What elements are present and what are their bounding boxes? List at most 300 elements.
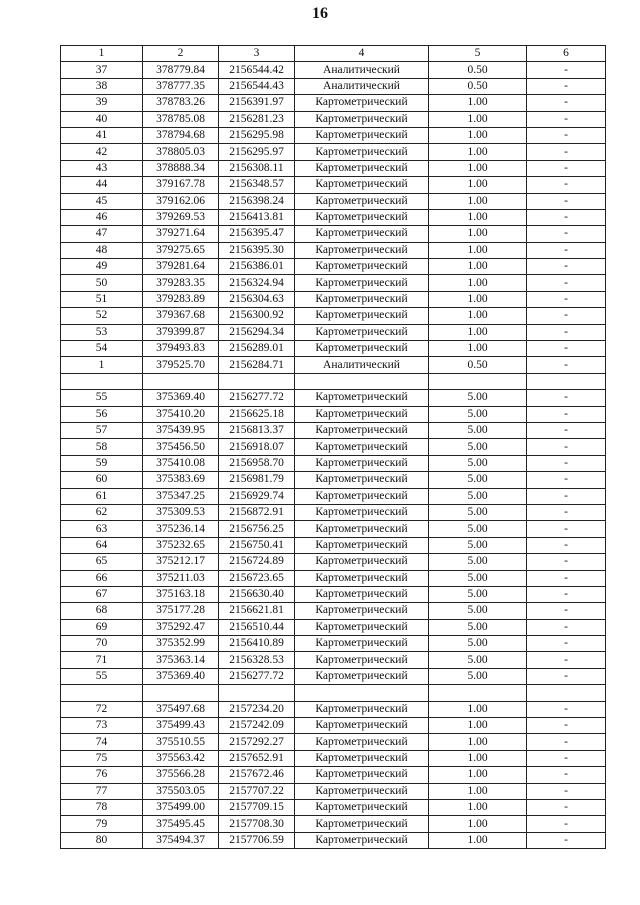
note-cell: - — [527, 291, 606, 307]
accuracy-cell: 1.00 — [429, 160, 527, 176]
point-number-cell: 40 — [61, 111, 143, 127]
method-cell: Картометрический — [295, 488, 429, 504]
method-cell: Картометрический — [295, 554, 429, 570]
point-number-cell: 59 — [61, 455, 143, 471]
accuracy-cell: 1.00 — [429, 783, 527, 799]
note-cell: - — [527, 767, 606, 783]
accuracy-cell: 5.00 — [429, 537, 527, 553]
x-coordinate-cell: 379525.70 — [143, 357, 219, 373]
note-cell — [527, 685, 606, 701]
accuracy-cell: 5.00 — [429, 603, 527, 619]
note-cell: - — [527, 472, 606, 488]
point-number-cell — [61, 373, 143, 389]
y-coordinate-cell: 2156386.01 — [219, 259, 295, 275]
point-number-cell: 64 — [61, 537, 143, 553]
point-number-cell: 1 — [61, 357, 143, 373]
x-coordinate-cell: 375309.53 — [143, 504, 219, 520]
note-cell: - — [527, 341, 606, 357]
accuracy-cell: 1.00 — [429, 242, 527, 258]
x-coordinate-cell: 375232.65 — [143, 537, 219, 553]
method-cell: Картометрический — [295, 718, 429, 734]
x-coordinate-cell: 375439.95 — [143, 422, 219, 438]
accuracy-cell: 0.50 — [429, 78, 527, 94]
point-number-cell: 77 — [61, 783, 143, 799]
point-number-cell: 57 — [61, 422, 143, 438]
table-row — [61, 488, 606, 504]
accuracy-cell: 1.00 — [429, 144, 527, 160]
method-cell: Картометрический — [295, 160, 429, 176]
column-header: 1 — [61, 46, 143, 62]
table-row — [61, 668, 606, 684]
method-cell: Картометрический — [295, 783, 429, 799]
accuracy-cell: 5.00 — [429, 636, 527, 652]
note-cell: - — [527, 570, 606, 586]
accuracy-cell: 5.00 — [429, 439, 527, 455]
accuracy-cell: 5.00 — [429, 554, 527, 570]
note-cell: - — [527, 586, 606, 602]
table-row — [61, 78, 606, 94]
point-number-cell: 61 — [61, 488, 143, 504]
table-row — [61, 586, 606, 602]
table-row — [61, 685, 606, 701]
method-cell: Картометрический — [295, 341, 429, 357]
note-cell: - — [527, 111, 606, 127]
method-cell: Картометрический — [295, 177, 429, 193]
x-coordinate-cell: 375177.28 — [143, 603, 219, 619]
accuracy-cell: 1.00 — [429, 111, 527, 127]
method-cell: Картометрический — [295, 636, 429, 652]
note-cell: - — [527, 554, 606, 570]
method-cell: Картометрический — [295, 406, 429, 422]
table-row — [61, 783, 606, 799]
table-row — [61, 95, 606, 111]
table-row — [61, 750, 606, 766]
point-number-cell: 63 — [61, 521, 143, 537]
y-coordinate-cell: 2156304.63 — [219, 291, 295, 307]
x-coordinate-cell: 379275.65 — [143, 242, 219, 258]
x-coordinate-cell: 378794.68 — [143, 127, 219, 143]
method-cell: Картометрический — [295, 439, 429, 455]
table-row — [61, 291, 606, 307]
x-coordinate-cell: 375369.40 — [143, 668, 219, 684]
method-cell: Картометрический — [295, 521, 429, 537]
method-cell: Картометрический — [295, 226, 429, 242]
method-cell: Картометрический — [295, 767, 429, 783]
accuracy-cell: 5.00 — [429, 472, 527, 488]
note-cell: - — [527, 816, 606, 832]
column-header: 3 — [219, 46, 295, 62]
y-coordinate-cell: 2157242.09 — [219, 718, 295, 734]
table-row — [61, 275, 606, 291]
accuracy-cell: 1.00 — [429, 816, 527, 832]
x-coordinate-cell: 375494.37 — [143, 832, 219, 848]
method-cell: Картометрический — [295, 586, 429, 602]
method-cell — [295, 685, 429, 701]
table-row — [61, 226, 606, 242]
method-cell: Аналитический — [295, 62, 429, 78]
y-coordinate-cell: 2156294.34 — [219, 324, 295, 340]
y-coordinate-cell: 2156300.92 — [219, 308, 295, 324]
point-number-cell: 80 — [61, 832, 143, 848]
point-number-cell: 69 — [61, 619, 143, 635]
x-coordinate-cell: 375363.14 — [143, 652, 219, 668]
note-cell: - — [527, 619, 606, 635]
method-cell: Картометрический — [295, 95, 429, 111]
method-cell: Аналитический — [295, 78, 429, 94]
note-cell: - — [527, 668, 606, 684]
point-number-cell: 66 — [61, 570, 143, 586]
table-row — [61, 472, 606, 488]
accuracy-cell: 5.00 — [429, 668, 527, 684]
note-cell: - — [527, 259, 606, 275]
note-cell: - — [527, 193, 606, 209]
table-row — [61, 799, 606, 815]
y-coordinate-cell: 2156328.53 — [219, 652, 295, 668]
x-coordinate-cell: 375499.00 — [143, 799, 219, 815]
y-coordinate-cell: 2156510.44 — [219, 619, 295, 635]
y-coordinate-cell: 2156625.18 — [219, 406, 295, 422]
accuracy-cell: 1.00 — [429, 209, 527, 225]
table-row — [61, 160, 606, 176]
y-coordinate-cell: 2157706.59 — [219, 832, 295, 848]
point-number-cell: 76 — [61, 767, 143, 783]
y-coordinate-cell: 2157708.30 — [219, 816, 295, 832]
method-cell: Картометрический — [295, 816, 429, 832]
method-cell: Картометрический — [295, 652, 429, 668]
y-coordinate-cell: 2156723.65 — [219, 570, 295, 586]
method-cell: Картометрический — [295, 390, 429, 406]
method-cell: Картометрический — [295, 619, 429, 635]
note-cell: - — [527, 406, 606, 422]
x-coordinate-cell: 375503.05 — [143, 783, 219, 799]
table-row — [61, 341, 606, 357]
table-row — [61, 177, 606, 193]
note-cell: - — [527, 127, 606, 143]
accuracy-cell: 1.00 — [429, 275, 527, 291]
accuracy-cell: 1.00 — [429, 324, 527, 340]
method-cell: Картометрический — [295, 127, 429, 143]
point-number-cell: 51 — [61, 291, 143, 307]
point-number-cell: 68 — [61, 603, 143, 619]
table-row — [61, 504, 606, 520]
accuracy-cell: 0.50 — [429, 62, 527, 78]
table-row — [61, 652, 606, 668]
accuracy-cell — [429, 685, 527, 701]
y-coordinate-cell: 2156981.79 — [219, 472, 295, 488]
note-cell: - — [527, 488, 606, 504]
y-coordinate-cell: 2157234.20 — [219, 701, 295, 717]
x-coordinate-cell: 375456.50 — [143, 439, 219, 455]
point-number-cell: 38 — [61, 78, 143, 94]
y-coordinate-cell: 2156395.30 — [219, 242, 295, 258]
accuracy-cell: 5.00 — [429, 488, 527, 504]
table-row — [61, 373, 606, 389]
accuracy-cell: 1.00 — [429, 127, 527, 143]
y-coordinate-cell: 2156277.72 — [219, 668, 295, 684]
y-coordinate-cell: 2156621.81 — [219, 603, 295, 619]
method-cell: Картометрический — [295, 734, 429, 750]
x-coordinate-cell — [143, 373, 219, 389]
table-row — [61, 603, 606, 619]
y-coordinate-cell: 2156929.74 — [219, 488, 295, 504]
method-cell: Картометрический — [295, 668, 429, 684]
x-coordinate-cell: 379162.06 — [143, 193, 219, 209]
y-coordinate-cell: 2156308.11 — [219, 160, 295, 176]
method-cell: Картометрический — [295, 291, 429, 307]
x-coordinate-cell: 375410.08 — [143, 455, 219, 471]
point-number-cell: 53 — [61, 324, 143, 340]
x-coordinate-cell: 379269.53 — [143, 209, 219, 225]
point-number-cell: 67 — [61, 586, 143, 602]
note-cell: - — [527, 357, 606, 373]
accuracy-cell: 0.50 — [429, 357, 527, 373]
note-cell: - — [527, 636, 606, 652]
accuracy-cell: 5.00 — [429, 406, 527, 422]
table-row — [61, 439, 606, 455]
x-coordinate-cell: 379493.83 — [143, 341, 219, 357]
column-header: 4 — [295, 46, 429, 62]
accuracy-cell: 1.00 — [429, 308, 527, 324]
y-coordinate-cell: 2156813.37 — [219, 422, 295, 438]
accuracy-cell: 5.00 — [429, 504, 527, 520]
table-row — [61, 193, 606, 209]
note-cell: - — [527, 242, 606, 258]
accuracy-cell: 1.00 — [429, 291, 527, 307]
table-row — [61, 242, 606, 258]
note-cell: - — [527, 209, 606, 225]
table-row — [61, 636, 606, 652]
x-coordinate-cell: 375236.14 — [143, 521, 219, 537]
y-coordinate-cell: 2156391.97 — [219, 95, 295, 111]
column-header: 2 — [143, 46, 219, 62]
x-coordinate-cell: 379271.64 — [143, 226, 219, 242]
y-coordinate-cell: 2157672.46 — [219, 767, 295, 783]
table-row — [61, 422, 606, 438]
y-coordinate-cell: 2156958.70 — [219, 455, 295, 471]
point-number-cell: 52 — [61, 308, 143, 324]
table-row — [61, 111, 606, 127]
point-number-cell: 70 — [61, 636, 143, 652]
table-row — [61, 718, 606, 734]
accuracy-cell: 1.00 — [429, 750, 527, 766]
y-coordinate-cell: 2156544.42 — [219, 62, 295, 78]
note-cell: - — [527, 422, 606, 438]
y-coordinate-cell: 2156281.23 — [219, 111, 295, 127]
y-coordinate-cell: 2156284.71 — [219, 357, 295, 373]
note-cell: - — [527, 226, 606, 242]
table-row — [61, 767, 606, 783]
note-cell: - — [527, 750, 606, 766]
table-row — [61, 832, 606, 848]
note-cell: - — [527, 390, 606, 406]
note-cell: - — [527, 62, 606, 78]
table-row — [61, 570, 606, 586]
x-coordinate-cell: 375292.47 — [143, 619, 219, 635]
method-cell: Картометрический — [295, 242, 429, 258]
x-coordinate-cell: 375499.43 — [143, 718, 219, 734]
point-number-cell: 48 — [61, 242, 143, 258]
note-cell: - — [527, 521, 606, 537]
table-row — [61, 619, 606, 635]
table-row — [61, 259, 606, 275]
method-cell: Картометрический — [295, 144, 429, 160]
accuracy-cell — [429, 373, 527, 389]
point-number-cell: 72 — [61, 701, 143, 717]
point-number-cell: 46 — [61, 209, 143, 225]
point-number-cell: 60 — [61, 472, 143, 488]
accuracy-cell: 5.00 — [429, 570, 527, 586]
y-coordinate-cell: 2156295.98 — [219, 127, 295, 143]
point-number-cell: 43 — [61, 160, 143, 176]
x-coordinate-cell: 375563.42 — [143, 750, 219, 766]
accuracy-cell: 1.00 — [429, 259, 527, 275]
note-cell: - — [527, 701, 606, 717]
table-row — [61, 734, 606, 750]
method-cell: Картометрический — [295, 603, 429, 619]
table-row — [61, 357, 606, 373]
x-coordinate-cell: 378783.26 — [143, 95, 219, 111]
table-row — [61, 455, 606, 471]
x-coordinate-cell: 375510.55 — [143, 734, 219, 750]
y-coordinate-cell: 2156410.89 — [219, 636, 295, 652]
x-coordinate-cell: 375163.18 — [143, 586, 219, 602]
point-number-cell: 75 — [61, 750, 143, 766]
accuracy-cell: 1.00 — [429, 177, 527, 193]
note-cell: - — [527, 275, 606, 291]
x-coordinate-cell: 378888.34 — [143, 160, 219, 176]
table-row — [61, 701, 606, 717]
note-cell: - — [527, 439, 606, 455]
point-number-cell: 58 — [61, 439, 143, 455]
point-number-cell: 54 — [61, 341, 143, 357]
point-number-cell: 39 — [61, 95, 143, 111]
method-cell: Картометрический — [295, 455, 429, 471]
method-cell: Картометрический — [295, 701, 429, 717]
x-coordinate-cell: 375566.28 — [143, 767, 219, 783]
method-cell: Картометрический — [295, 537, 429, 553]
y-coordinate-cell: 2156398.24 — [219, 193, 295, 209]
point-number-cell: 55 — [61, 668, 143, 684]
table-row — [61, 537, 606, 553]
y-coordinate-cell: 2156413.81 — [219, 209, 295, 225]
x-coordinate-cell: 375352.99 — [143, 636, 219, 652]
note-cell: - — [527, 734, 606, 750]
note-cell: - — [527, 799, 606, 815]
note-cell: - — [527, 78, 606, 94]
page-number: 16 — [312, 5, 328, 22]
note-cell: - — [527, 177, 606, 193]
y-coordinate-cell: 2157707.22 — [219, 783, 295, 799]
note-cell: - — [527, 455, 606, 471]
point-number-cell: 37 — [61, 62, 143, 78]
method-cell: Картометрический — [295, 259, 429, 275]
column-header: 5 — [429, 46, 527, 62]
y-coordinate-cell: 2156756.25 — [219, 521, 295, 537]
x-coordinate-cell — [143, 685, 219, 701]
column-header: 6 — [527, 46, 606, 62]
method-cell: Картометрический — [295, 193, 429, 209]
x-coordinate-cell: 375495.45 — [143, 816, 219, 832]
accuracy-cell: 1.00 — [429, 832, 527, 848]
note-cell: - — [527, 537, 606, 553]
point-number-cell: 74 — [61, 734, 143, 750]
x-coordinate-cell: 379281.64 — [143, 259, 219, 275]
table-row — [61, 127, 606, 143]
method-cell: Картометрический — [295, 504, 429, 520]
table-row — [61, 554, 606, 570]
y-coordinate-cell: 2156918.07 — [219, 439, 295, 455]
point-number-cell — [61, 685, 143, 701]
point-number-cell: 56 — [61, 406, 143, 422]
accuracy-cell: 5.00 — [429, 619, 527, 635]
note-cell: - — [527, 783, 606, 799]
y-coordinate-cell: 2156724.89 — [219, 554, 295, 570]
point-number-cell: 65 — [61, 554, 143, 570]
y-coordinate-cell: 2157709.15 — [219, 799, 295, 815]
method-cell: Картометрический — [295, 308, 429, 324]
y-coordinate-cell: 2156348.57 — [219, 177, 295, 193]
table-body — [61, 62, 606, 849]
x-coordinate-cell: 375497.68 — [143, 701, 219, 717]
method-cell: Картометрический — [295, 472, 429, 488]
accuracy-cell: 1.00 — [429, 226, 527, 242]
y-coordinate-cell: 2156630.40 — [219, 586, 295, 602]
y-coordinate-cell — [219, 685, 295, 701]
y-coordinate-cell: 2157292.27 — [219, 734, 295, 750]
point-number-cell: 62 — [61, 504, 143, 520]
point-number-cell: 79 — [61, 816, 143, 832]
note-cell: - — [527, 324, 606, 340]
method-cell: Картометрический — [295, 570, 429, 586]
point-number-cell: 73 — [61, 718, 143, 734]
x-coordinate-cell: 378785.08 — [143, 111, 219, 127]
accuracy-cell: 1.00 — [429, 799, 527, 815]
method-cell: Аналитический — [295, 357, 429, 373]
method-cell: Картометрический — [295, 209, 429, 225]
y-coordinate-cell: 2156324.94 — [219, 275, 295, 291]
x-coordinate-cell: 379399.87 — [143, 324, 219, 340]
accuracy-cell: 5.00 — [429, 652, 527, 668]
note-cell — [527, 373, 606, 389]
note-cell: - — [527, 144, 606, 160]
accuracy-cell: 1.00 — [429, 734, 527, 750]
method-cell — [295, 373, 429, 389]
x-coordinate-cell: 375383.69 — [143, 472, 219, 488]
note-cell: - — [527, 504, 606, 520]
y-coordinate-cell: 2156872.91 — [219, 504, 295, 520]
table-row — [61, 324, 606, 340]
table-row — [61, 406, 606, 422]
accuracy-cell: 1.00 — [429, 718, 527, 734]
note-cell: - — [527, 160, 606, 176]
y-coordinate-cell: 2156295.97 — [219, 144, 295, 160]
point-number-cell: 71 — [61, 652, 143, 668]
method-cell: Картометрический — [295, 111, 429, 127]
note-cell: - — [527, 308, 606, 324]
method-cell: Картометрический — [295, 750, 429, 766]
accuracy-cell: 1.00 — [429, 767, 527, 783]
accuracy-cell: 5.00 — [429, 390, 527, 406]
accuracy-cell: 1.00 — [429, 193, 527, 209]
accuracy-cell: 1.00 — [429, 95, 527, 111]
accuracy-cell: 5.00 — [429, 422, 527, 438]
x-coordinate-cell: 378779.84 — [143, 62, 219, 78]
x-coordinate-cell: 378805.03 — [143, 144, 219, 160]
x-coordinate-cell: 375410.20 — [143, 406, 219, 422]
x-coordinate-cell: 375347.25 — [143, 488, 219, 504]
x-coordinate-cell: 379167.78 — [143, 177, 219, 193]
note-cell: - — [527, 95, 606, 111]
